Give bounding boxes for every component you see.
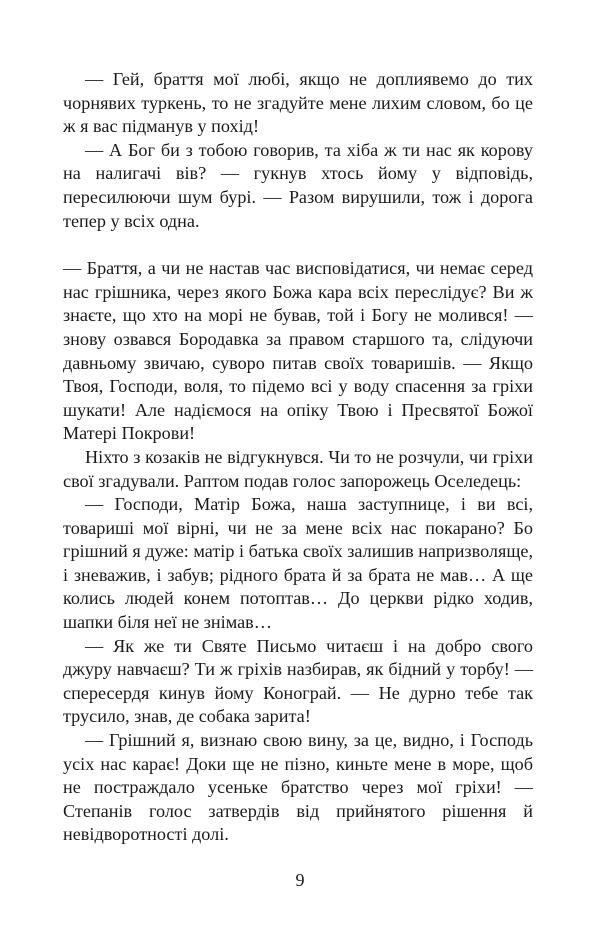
page-text-block <box>63 68 533 847</box>
page-number: 9 <box>295 870 305 890</box>
paragraph: — Як же ти Святе Письмо читаєш і на добро свого джуру навчаєш? Ти ж гріхів назбирав, як бідний у торбу! — спересердя кинув йому Конограй. — Не дурно тебе так трусило, знав, де собака зарита! <box>63 635 533 727</box>
section-break <box>63 233 533 257</box>
paragraph: — Браття, а чи не настав час висповідатися, чи немає серед нас грішника, через якого Божа кара всіх переслідує? Ви ж знаєте, що хто на морі не бував, той і Богу не молився! — знову озвався Бородавка за правом старшого та, слідуючи давньому звичаю, суворо питав своїх товаришів. — Якщо Твоя, Господи, воля, то підемо всі у воду спасення за гріхи шукати! Але надіємося на опіку Твою і Пресвятої Божої Матері Покрови! <box>63 258 533 444</box>
paragraph: — Гей, браття мої любі, якщо не доплиявемо до тих чорнявих туркень, то не згадуйте мене лихим словом, бо це ж я вас підманув у похід! <box>63 69 533 137</box>
paragraph: Ніхто з козаків не відгукнувся. Чи то не розчули, чи гріхи свої згадували. Раптом подав голос запорожець Оселедець: <box>63 446 533 491</box>
paragraph: — Господи, Матір Божа, наша заступнице, і ви всі, товариші мої вірні, чи не за мене всіх нас покарано? Бо грішний я дуже: матір і батька своїх залишив напризволяще, і зневажив, і забув; рідного брата й за брата не мав… А ще колись людей конем потоптав… До церкви рідко ходив, шапки біля неї не знімав… <box>63 494 533 633</box>
paragraph: — А Бог би з тобою говорив, та хіба ж ти нас як корову на налигачі вів? — гукнув хтось йому у відповідь, пересилюючи шум бурі. — Разом вирушили, тож і дорога тепер у всіх одна. <box>63 139 533 231</box>
paragraph: — Грішний я, визнаю свою вину, за це, видно, і Господь усіх нас карає! Доки ще не пізно, киньте мене в море, щоб не постраждало усеньке братство через мої гріхи! — Степанів голос затвердів від прийнятого рішення й невідворотності долі. <box>63 730 533 845</box>
